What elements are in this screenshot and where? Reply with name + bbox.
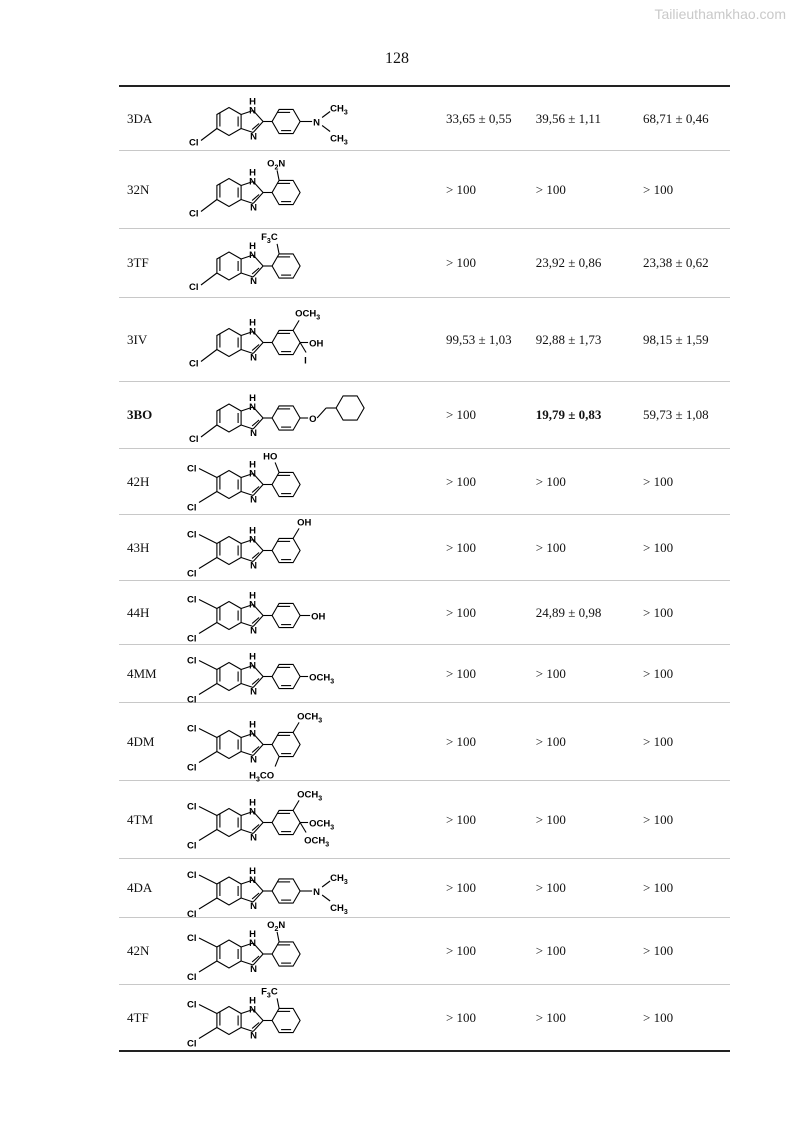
- svg-text:N: N: [313, 117, 321, 129]
- structure-diagram: [183, 859, 446, 918]
- svg-text:N: N: [250, 686, 258, 698]
- value-cell-1: > 100: [445, 665, 477, 681]
- value-cell-3: 59,73 ± 1,08: [643, 407, 709, 422]
- value-cell-3: 98,15 ± 1,59: [643, 331, 709, 347]
- svg-text:O2N: $O_2N$: [267, 158, 286, 172]
- svg-text:N: N: [249, 176, 257, 188]
- svg-text:HO: HO: [263, 451, 278, 463]
- svg-text:N: N: [250, 494, 258, 506]
- svg-text:H: H: [249, 719, 257, 731]
- structure-diagram: [183, 645, 446, 706]
- structure-diagram: [183, 86, 446, 151]
- svg-text:H3CO: $H_3CO$: [249, 770, 275, 784]
- value-cell-2: > 100: [535, 733, 566, 749]
- svg-text:OCH3: $OCH_3$: [309, 672, 335, 686]
- svg-text:OCH3: $OCH_3$: [295, 308, 321, 322]
- svg-text:H: H: [249, 241, 257, 252]
- structure-svg: [183, 703, 443, 784]
- svg-text:H: H: [249, 96, 257, 108]
- structure-svg: [183, 449, 443, 514]
- value-cell-2: > 100: [535, 880, 566, 895]
- value-cell-2: > 100: [535, 539, 566, 555]
- structure-diagram: [183, 515, 446, 581]
- svg-text:Cl: Cl: [187, 762, 197, 774]
- value-cell-1: > 100: [445, 181, 477, 197]
- svg-text:N: N: [249, 468, 257, 480]
- value-cell-2: 23,92 ± 0,86: [535, 255, 602, 270]
- value-cell-2: > 100: [535, 1009, 566, 1025]
- value-cell-3: > 100: [643, 181, 674, 197]
- svg-text:Cl: Cl: [187, 909, 197, 920]
- value-cell-1: > 100: [445, 733, 477, 749]
- value-cell-1: > 100: [445, 473, 477, 489]
- value-cell-1: > 100: [445, 880, 477, 895]
- value-cell-2: > 100: [535, 181, 566, 197]
- svg-text:Cl: Cl: [187, 502, 197, 514]
- value-cell-2: > 100: [535, 811, 566, 827]
- svg-text:N: N: [250, 832, 258, 844]
- watermark: Tailieuthamkhao.com: [654, 6, 786, 22]
- value-cell-1: 33,65 ± 0,55: [445, 110, 512, 126]
- value-cell-3: 23,38 ± 0,62: [643, 255, 709, 270]
- table-row: [119, 581, 730, 645]
- table-row: [119, 449, 730, 515]
- value-cell-1: > 100: [445, 811, 477, 827]
- compound-code: 4MM: [127, 665, 157, 681]
- table-row: [119, 151, 730, 229]
- svg-text:Cl: Cl: [187, 694, 197, 706]
- structure-svg: [183, 859, 443, 920]
- svg-text:H: H: [249, 167, 257, 179]
- compound-code: 42N: [127, 943, 150, 958]
- value-cell-2: 19,79 ± 0,83: [535, 407, 602, 422]
- svg-text:N: N: [250, 276, 258, 287]
- table-row: [119, 515, 730, 581]
- svg-text:N: N: [250, 625, 258, 637]
- svg-text:N: N: [249, 326, 257, 338]
- svg-text:N: N: [249, 402, 257, 413]
- value-cell-3: > 100: [643, 943, 674, 958]
- svg-text:Cl: Cl: [187, 568, 197, 580]
- svg-text:N: N: [313, 887, 321, 898]
- page-number: 128: [385, 50, 409, 67]
- value-cell-3: > 100: [643, 1009, 674, 1025]
- structure-svg: [183, 382, 443, 448]
- value-cell-1: 99,53 ± 1,03: [445, 331, 512, 347]
- svg-text:N: N: [249, 806, 257, 818]
- svg-text:N: N: [250, 560, 258, 572]
- svg-text:Cl: Cl: [189, 282, 199, 293]
- svg-text:H: H: [249, 393, 257, 404]
- svg-text:O: O: [309, 414, 317, 425]
- svg-text:N: N: [250, 352, 258, 364]
- compound-code: 3TF: [127, 255, 149, 270]
- svg-text:Cl: Cl: [187, 633, 197, 645]
- value-cell-1: > 100: [445, 1009, 477, 1025]
- structure-diagram: [183, 298, 446, 382]
- svg-text:OCH3: $OCH_3$: [309, 818, 335, 832]
- svg-text:N: N: [250, 131, 258, 143]
- structure-diagram: [183, 918, 446, 985]
- structure-svg: [183, 515, 443, 580]
- table-row: [119, 918, 730, 985]
- svg-text:H: H: [249, 525, 257, 537]
- structure-diagram: [183, 703, 446, 784]
- svg-text:F3C: $F_3C$: [261, 986, 278, 1000]
- svg-text:N: N: [249, 728, 257, 740]
- structure-svg: [183, 298, 443, 381]
- table-row: [119, 229, 730, 298]
- value-cell-3: 68,71 ± 0,46: [643, 110, 709, 126]
- value-cell-2: > 100: [535, 473, 566, 489]
- value-cell-1: > 100: [445, 539, 477, 555]
- svg-text:Cl: Cl: [187, 972, 197, 983]
- svg-text:N: N: [249, 599, 257, 611]
- svg-text:N: N: [249, 938, 257, 949]
- svg-text:OCH3: $OCH_3$: [297, 789, 323, 803]
- value-cell-3: > 100: [643, 811, 674, 827]
- svg-text:OH: OH: [311, 611, 326, 623]
- structure-diagram: [183, 229, 446, 298]
- svg-text:O2N: $O_2N$: [267, 919, 286, 933]
- svg-text:Cl: Cl: [189, 208, 199, 220]
- svg-text:CH3: $CH_3$: [330, 133, 348, 147]
- table-row: [119, 859, 730, 918]
- svg-text:CH3: $CH_3$: [330, 103, 348, 117]
- compound-code: 4TF: [127, 1009, 149, 1025]
- table-row: [119, 86, 730, 151]
- svg-text:Cl: Cl: [187, 594, 197, 606]
- structure-svg: [183, 918, 443, 984]
- svg-text:N: N: [250, 428, 258, 439]
- svg-text:H: H: [249, 929, 257, 940]
- svg-text:N: N: [250, 202, 258, 214]
- structure-svg: [183, 87, 443, 150]
- svg-text:OCH3: $OCH_3$: [297, 711, 323, 725]
- svg-text:CH3: $CH_3$: [330, 873, 348, 886]
- svg-text:Cl: Cl: [187, 870, 197, 881]
- svg-text:H: H: [249, 995, 257, 1007]
- structure-diagram: [183, 581, 446, 645]
- structure-diagram: [183, 985, 446, 1052]
- svg-text:Cl: Cl: [189, 137, 199, 149]
- structure-svg: [183, 151, 443, 228]
- value-cell-1: > 100: [445, 604, 477, 620]
- value-cell-3: > 100: [643, 733, 674, 749]
- svg-text:H: H: [249, 317, 257, 329]
- svg-text:I: I: [304, 355, 307, 367]
- svg-text:Cl: Cl: [189, 358, 199, 370]
- svg-text:Cl: Cl: [187, 1038, 197, 1050]
- svg-text:H: H: [249, 459, 257, 471]
- structure-svg: [183, 781, 443, 858]
- value-cell-3: > 100: [643, 880, 674, 895]
- structure-diagram: [183, 382, 446, 449]
- table-row: [119, 382, 730, 449]
- structure-svg: [183, 645, 443, 706]
- value-cell-2: > 100: [535, 665, 566, 681]
- svg-text:N: N: [250, 754, 258, 766]
- table-row: [119, 781, 730, 859]
- compound-code: 3BO: [127, 407, 153, 422]
- compound-code: 4TM: [127, 811, 153, 827]
- svg-text:N: N: [249, 875, 257, 886]
- structure-diagram: [183, 449, 446, 515]
- svg-text:Cl: Cl: [187, 999, 197, 1011]
- svg-text:N: N: [249, 105, 257, 117]
- svg-text:N: N: [249, 250, 257, 261]
- svg-text:OH: OH: [309, 338, 324, 350]
- value-cell-2: > 100: [535, 943, 566, 958]
- svg-text:Cl: Cl: [187, 463, 197, 475]
- value-cell-3: > 100: [643, 665, 674, 681]
- value-cell-2: 39,56 ± 1,11: [535, 110, 601, 126]
- structure-diagram: [183, 781, 446, 859]
- svg-text:Cl: Cl: [187, 529, 197, 541]
- value-cell-1: > 100: [445, 255, 477, 270]
- svg-text:Cl: Cl: [189, 434, 199, 445]
- svg-text:N: N: [250, 1030, 258, 1042]
- value-cell-3: > 100: [643, 473, 674, 489]
- svg-text:H: H: [249, 590, 257, 602]
- svg-text:N: N: [250, 964, 258, 975]
- svg-text:OCH3: $OCH_3$: [304, 835, 330, 849]
- svg-text:N: N: [250, 901, 258, 912]
- svg-text:H: H: [249, 651, 257, 663]
- svg-text:Cl: Cl: [187, 801, 197, 813]
- value-cell-1: > 100: [445, 943, 477, 958]
- compound-code: 4DM: [127, 733, 155, 749]
- structure-svg: [183, 229, 443, 297]
- svg-text:N: N: [249, 1004, 257, 1016]
- svg-text:CH3: $CH_3$: [330, 903, 348, 916]
- svg-text:Cl: Cl: [187, 723, 197, 735]
- value-cell-2: 24,89 ± 0,98: [535, 604, 602, 620]
- svg-text:H: H: [249, 866, 257, 877]
- compound-table: [119, 85, 730, 1052]
- svg-text:F3C: $F_3C$: [261, 231, 278, 245]
- value-cell-1: > 100: [445, 407, 477, 422]
- value-cell-3: > 100: [643, 604, 674, 620]
- svg-text:OH: OH: [297, 517, 312, 529]
- svg-text:Cl: Cl: [187, 655, 197, 667]
- svg-text:H: H: [249, 797, 257, 809]
- structure-svg: [183, 581, 443, 644]
- compound-code: 3DA: [127, 110, 153, 126]
- svg-text:Cl: Cl: [187, 933, 197, 944]
- compound-code: 43H: [127, 539, 150, 555]
- compound-code: 32N: [127, 181, 150, 197]
- compound-code: 42H: [127, 473, 150, 489]
- svg-text:Cl: Cl: [187, 840, 197, 852]
- compound-code: 4DA: [127, 880, 153, 895]
- value-cell-3: > 100: [643, 539, 674, 555]
- structure-svg: [183, 985, 443, 1050]
- table-row: [119, 985, 730, 1052]
- svg-text:N: N: [249, 534, 257, 546]
- table-row: [119, 645, 730, 703]
- table-row: [119, 703, 730, 781]
- structure-diagram: [183, 151, 446, 229]
- compound-code: 44H: [127, 604, 150, 620]
- svg-text:N: N: [249, 660, 257, 672]
- table-row: [119, 298, 730, 382]
- compound-code: 3IV: [127, 331, 148, 347]
- value-cell-2: 92,88 ± 1,73: [535, 331, 602, 347]
